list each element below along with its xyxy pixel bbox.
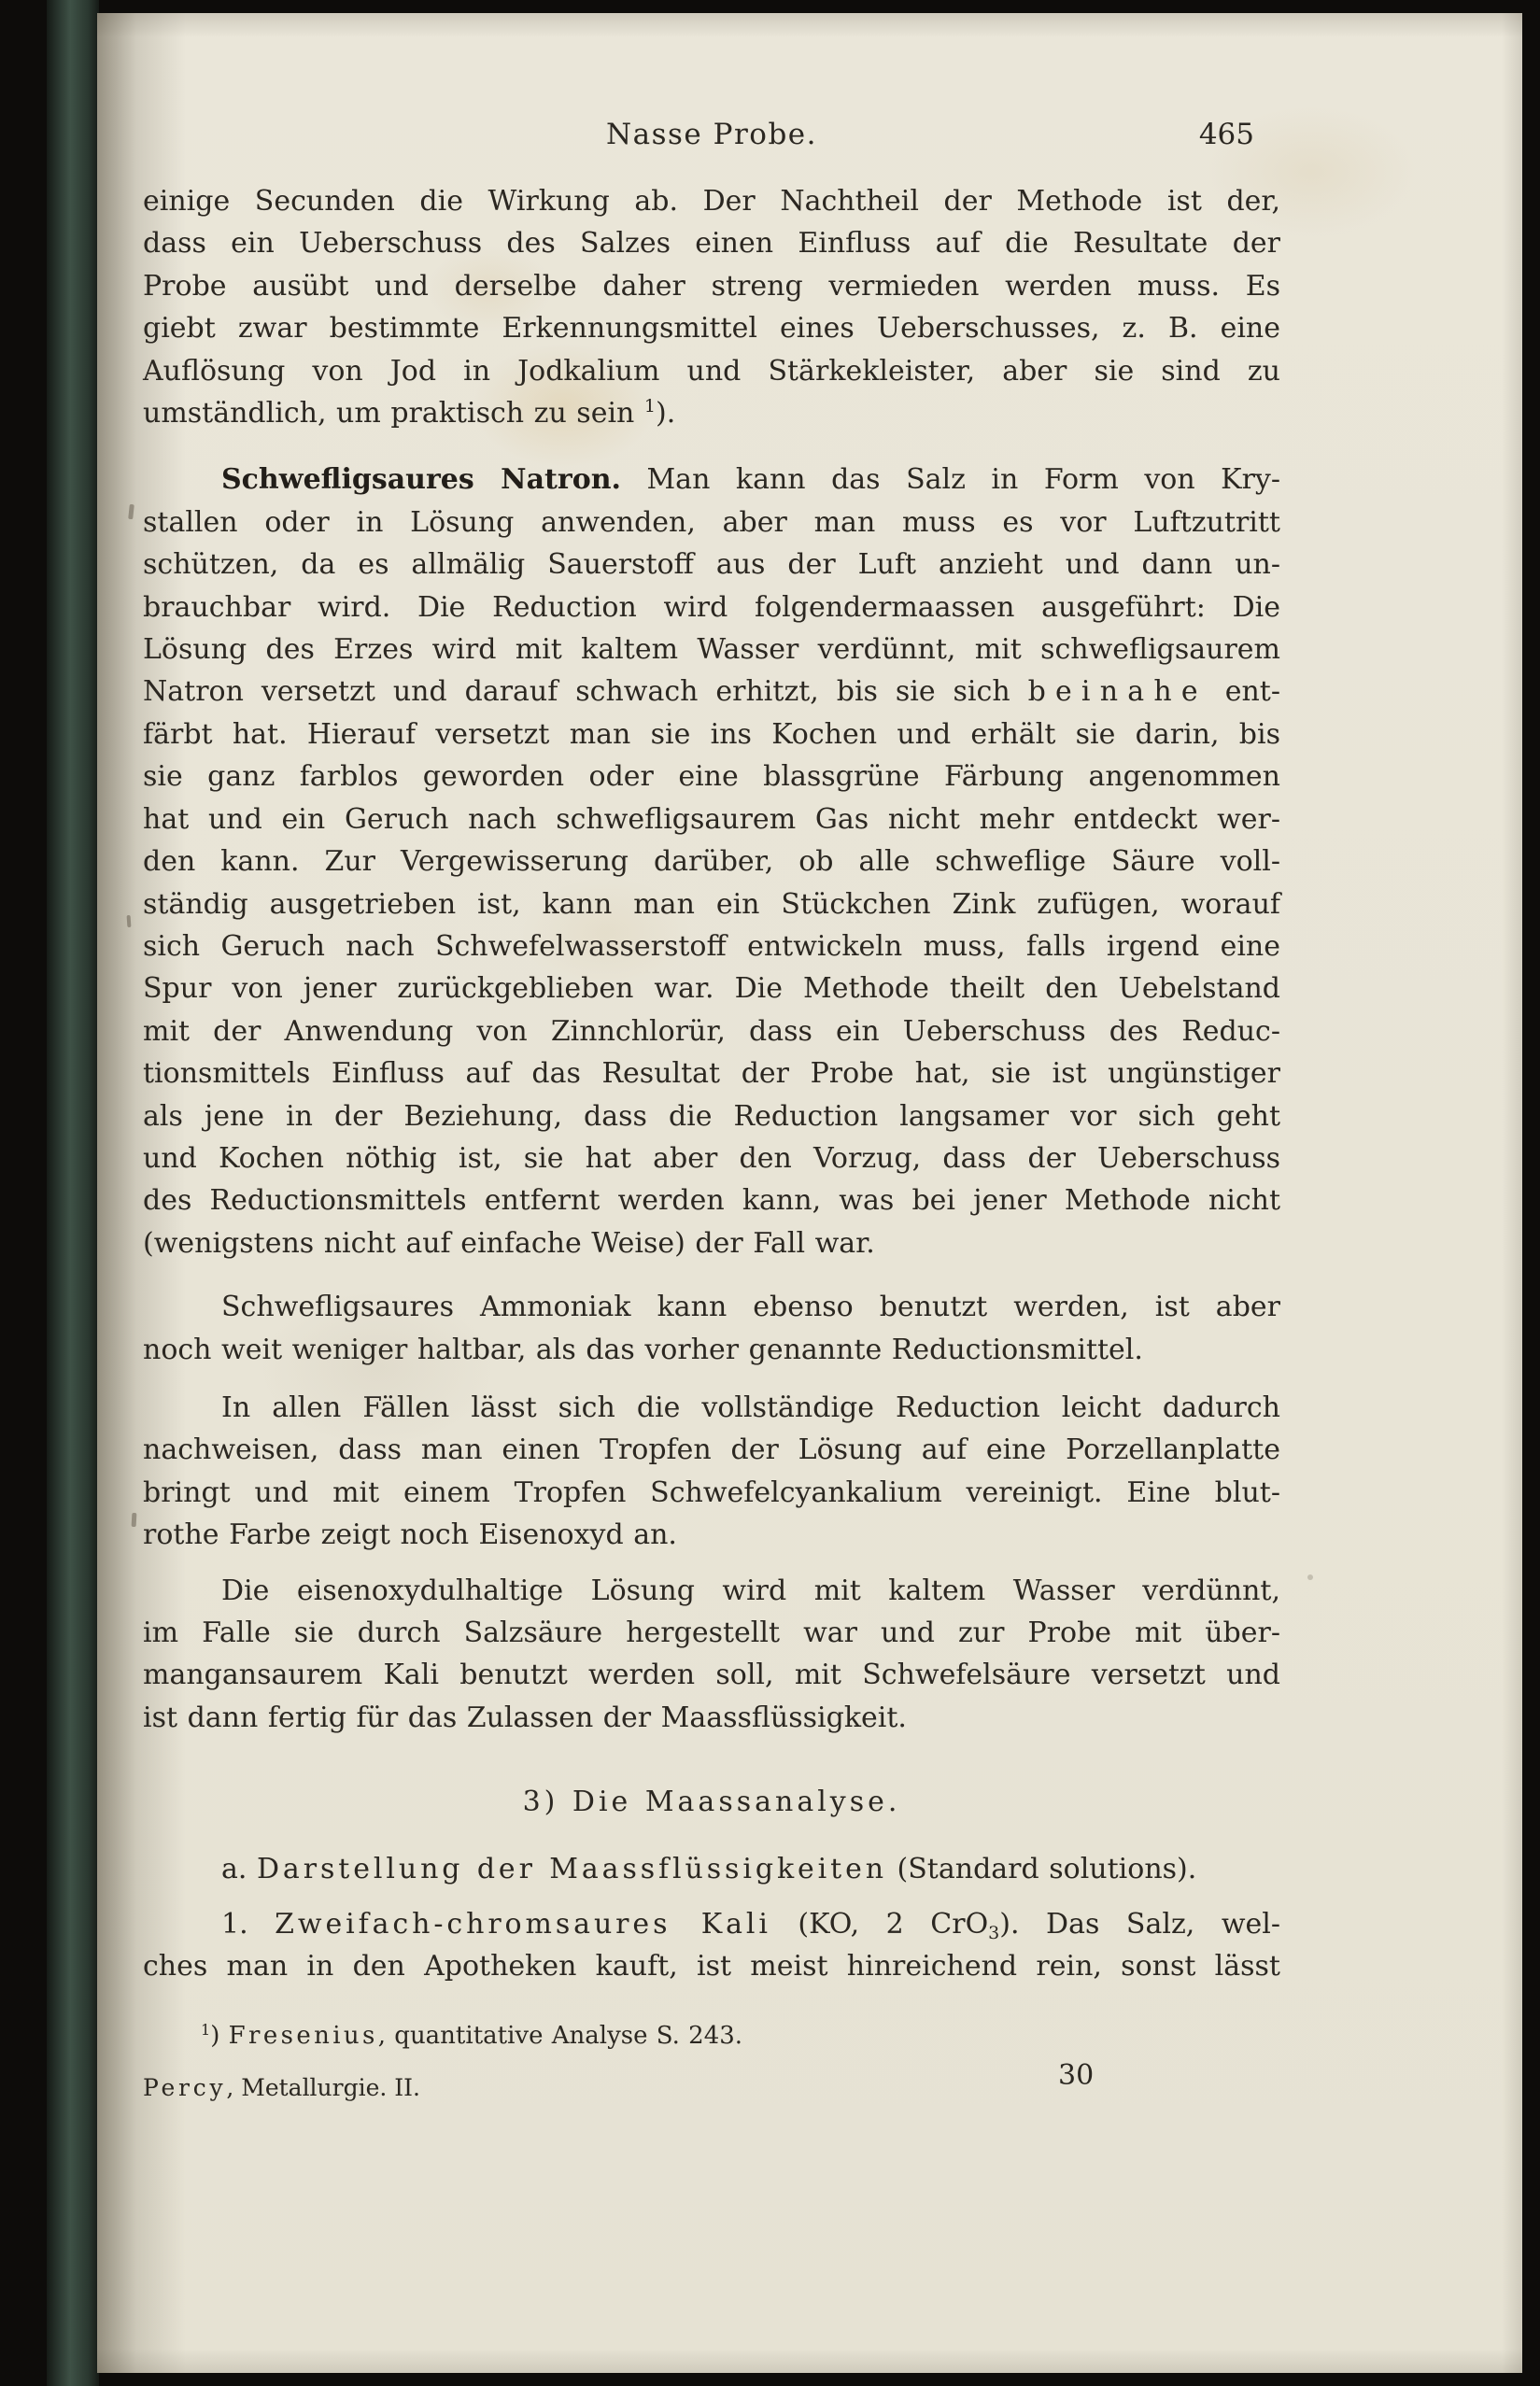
para-3 [143, 1286, 1280, 1371]
text-line [143, 1222, 1280, 1264]
text-line [143, 1472, 1280, 1514]
text-run: des Reductionsmittels entfernt werden kann, was bei jener Methode nicht [143, 1184, 1280, 1218]
text-line [143, 350, 1280, 392]
text-line [143, 1137, 1280, 1179]
signature-rest: , Metallurgie. II. [226, 2073, 420, 2101]
text-run: , quantitative Analyse S. 243. [377, 2021, 743, 2050]
text-run: färbt hat. Hierauf versetzt man sie ins Kochen und erhält sie darin, bis [143, 717, 1280, 751]
text-blocks [143, 180, 1280, 2054]
text-line [143, 925, 1280, 967]
text-run: und Kochen nöthig ist, sie hat aber den Vorzug, dass der Ueberschuss [143, 1141, 1280, 1175]
text-line [143, 1612, 1280, 1654]
text-run: im Falle sie durch Salzsäure hergestellt war und zur Probe mit über- [143, 1617, 1280, 1649]
sub-text: 3 [988, 1923, 1000, 1944]
text-run: Fresenius [228, 2021, 378, 2050]
text-line [143, 1095, 1280, 1137]
text-line [143, 1010, 1280, 1052]
text-line [143, 1570, 1280, 1612]
text-line [143, 1654, 1280, 1696]
text-run: nachweisen, dass man einen Tropfen der Lösung auf eine Porzellanplatte [143, 1433, 1280, 1467]
text-run: Schwefligsaures Natron. [221, 463, 621, 497]
signature-author: Percy [143, 2073, 227, 2101]
para-4 [143, 1387, 1280, 1557]
footer-signature [143, 2070, 1280, 2106]
page-footer [143, 2058, 1280, 2113]
sup-text: 1 [643, 396, 656, 417]
text-run: (KO, 2 CrO [770, 1908, 989, 1941]
text-line [143, 222, 1280, 264]
text-line [143, 392, 1280, 434]
text-line [143, 883, 1280, 925]
text-run: Man kann das Salz in Form von Kry- [620, 463, 1281, 497]
text-line [143, 1781, 1280, 1823]
text-line [143, 2018, 1280, 2054]
text-run: 3) Die Maassanalyse. [522, 1786, 901, 1819]
text-line [143, 755, 1280, 798]
para-6 [143, 1903, 1280, 1988]
text-run: tionsmittels Einfluss auf das Resultat der Probe hat, sie ist ungünstiger [143, 1057, 1280, 1091]
text-run: ches man in den Apotheken kauft, ist meist hinreichend rein, sonst lässt [143, 1950, 1280, 1984]
text-line [143, 713, 1280, 755]
text-line [143, 1903, 1280, 1945]
text-line [143, 1387, 1280, 1429]
text-line [143, 671, 1280, 713]
sup-text: 1 [201, 2020, 211, 2039]
text-line [143, 840, 1280, 882]
text-run: Auflösung von Jod in Jodkalium und Stärkekleister, aber sie sind zu [143, 354, 1280, 388]
para-1 [143, 180, 1280, 434]
page-number: 465 [1198, 118, 1254, 151]
text-run: a. [221, 1852, 257, 1885]
text-run: ständig ausgetrieben ist, kann man ein Stückchen Zink zufügen, worauf [143, 887, 1280, 921]
book-binding-edge [47, 0, 99, 2386]
text-run: mangansaurem Kali benutzt werden soll, mit Schwefelsäure versetzt und [143, 1659, 1280, 1692]
text-line [143, 586, 1280, 628]
text-run: ist dann fertig für das Zulassen der Maassflüssigkeit. [143, 1701, 907, 1734]
text-run: mit der Anwendung von Zinnchlorür, dass ein Ueberschuss des Reduc- [143, 1014, 1280, 1048]
text-run: 1. [221, 1908, 276, 1941]
text-run: brauchbar wird. Die Reduction wird folgendermaassen ausgeführt: Die [143, 590, 1280, 624]
text-line [143, 544, 1280, 586]
text-run: Probe ausübt und derselbe daher streng vermieden werden muss. Es [143, 269, 1280, 303]
text-run: ) [210, 2021, 229, 2050]
text-line [143, 459, 1280, 501]
text-line [143, 967, 1280, 1009]
text-run: sie ganz farblos geworden oder eine blassgrüne Färbung angenommen [143, 760, 1280, 794]
footnote [143, 2018, 1280, 2054]
text-line [143, 1329, 1280, 1371]
margin-speck [128, 504, 134, 519]
para-2 [143, 459, 1280, 1264]
text-run: Natron versetzt und darauf schwach erhitzt, bis sie sich [143, 675, 1028, 709]
text-run: dass ein Ueberschuss des Salzes einen Einfluss auf die Resultate der [143, 227, 1280, 261]
text-line [143, 1848, 1280, 1890]
text-line [143, 180, 1280, 222]
margin-speck [1307, 1574, 1313, 1580]
text-line [143, 1514, 1280, 1556]
text-run: Zweifach-chromsaures Kali [275, 1908, 771, 1941]
text-run: ent- [1207, 675, 1280, 709]
text-line [143, 798, 1280, 840]
text-line [143, 1286, 1280, 1328]
text-line [143, 1179, 1280, 1221]
text-run: sich Geruch nach Schwefelwasserstoff entwickeln muss, falls irgend eine [143, 929, 1280, 963]
text-run: schützen, da es allmälig Sauerstoff aus der Luft anzieht und dann un- [143, 548, 1280, 582]
text-run: giebt zwar bestimmte Erkennungsmittel eines Ueberschusses, z. B. eine [143, 312, 1280, 346]
text-run: hat und ein Geruch nach schwefligsaurem Gas nicht mehr entdeckt wer- [143, 802, 1280, 836]
text-run: (Standard solutions). [887, 1852, 1197, 1885]
text-line [143, 1945, 1280, 1987]
subsection-heading [143, 1848, 1280, 1890]
text-run: noch weit weniger haltbar, als das vorher genannte Reductionsmittel. [143, 1333, 1143, 1366]
page [97, 13, 1522, 2373]
text-run: den kann. Zur Vergewisserung darüber, ob alle schweflige Säure voll- [143, 845, 1280, 879]
text-content [143, 114, 1280, 2113]
para-5 [143, 1570, 1280, 1740]
section-heading [143, 1781, 1280, 1823]
text-line [143, 501, 1280, 544]
text-line [143, 1052, 1280, 1094]
text-run: beinahe [1027, 675, 1208, 709]
text-run: stallen oder in Lösung anwenden, aber man muss es vor Luftzutritt [143, 505, 1280, 539]
text-run: Schwefligsaures Ammoniak kann ebenso benutzt werden, ist aber [221, 1291, 1280, 1324]
sheet-number: 30 [1058, 2058, 1095, 2092]
page-header [143, 114, 1280, 156]
text-run: ). Das Salz, wel- [999, 1908, 1280, 1941]
text-run: umständlich, um praktisch zu sein [143, 397, 644, 431]
text-run: einige Secunden die Wirkung ab. Der Nachtheil der Methode ist der, [143, 185, 1280, 218]
text-line [143, 1697, 1280, 1739]
text-line [143, 628, 1280, 671]
text-line [143, 307, 1280, 349]
text-run: Spur von jener zurückgeblieben war. Die Methode theilt den Uebelstand [143, 972, 1280, 1006]
text-run: als jene in der Beziehung, dass die Reduction langsamer vor sich geht [143, 1099, 1280, 1133]
text-run: rothe Farbe zeigt noch Eisenoxyd an. [143, 1518, 677, 1552]
text-run: In allen Fällen lässt sich die vollständige Reduction leicht dadurch [221, 1391, 1280, 1424]
margin-speck [127, 915, 132, 927]
text-line [143, 1429, 1280, 1471]
margin-speck [132, 1513, 137, 1527]
text-run: bringt und mit einem Tropfen Schwefelcyankalium vereinigt. Eine blut- [143, 1475, 1280, 1509]
text-run: ). [656, 397, 676, 431]
text-run: Lösung des Erzes wird mit kaltem Wasser verdünnt, mit schwefligsaurem [143, 633, 1280, 667]
text-run: Darstellung der Maassflüssigkeiten [256, 1852, 888, 1885]
text-run: Die eisenoxydulhaltige Lösung wird mit kaltem Wasser verdünnt, [221, 1574, 1280, 1607]
running-title: Nasse Probe. [605, 118, 817, 151]
text-run: (wenigstens nicht auf einfache Weise) der Fall war. [143, 1226, 875, 1260]
text-line [143, 265, 1280, 307]
